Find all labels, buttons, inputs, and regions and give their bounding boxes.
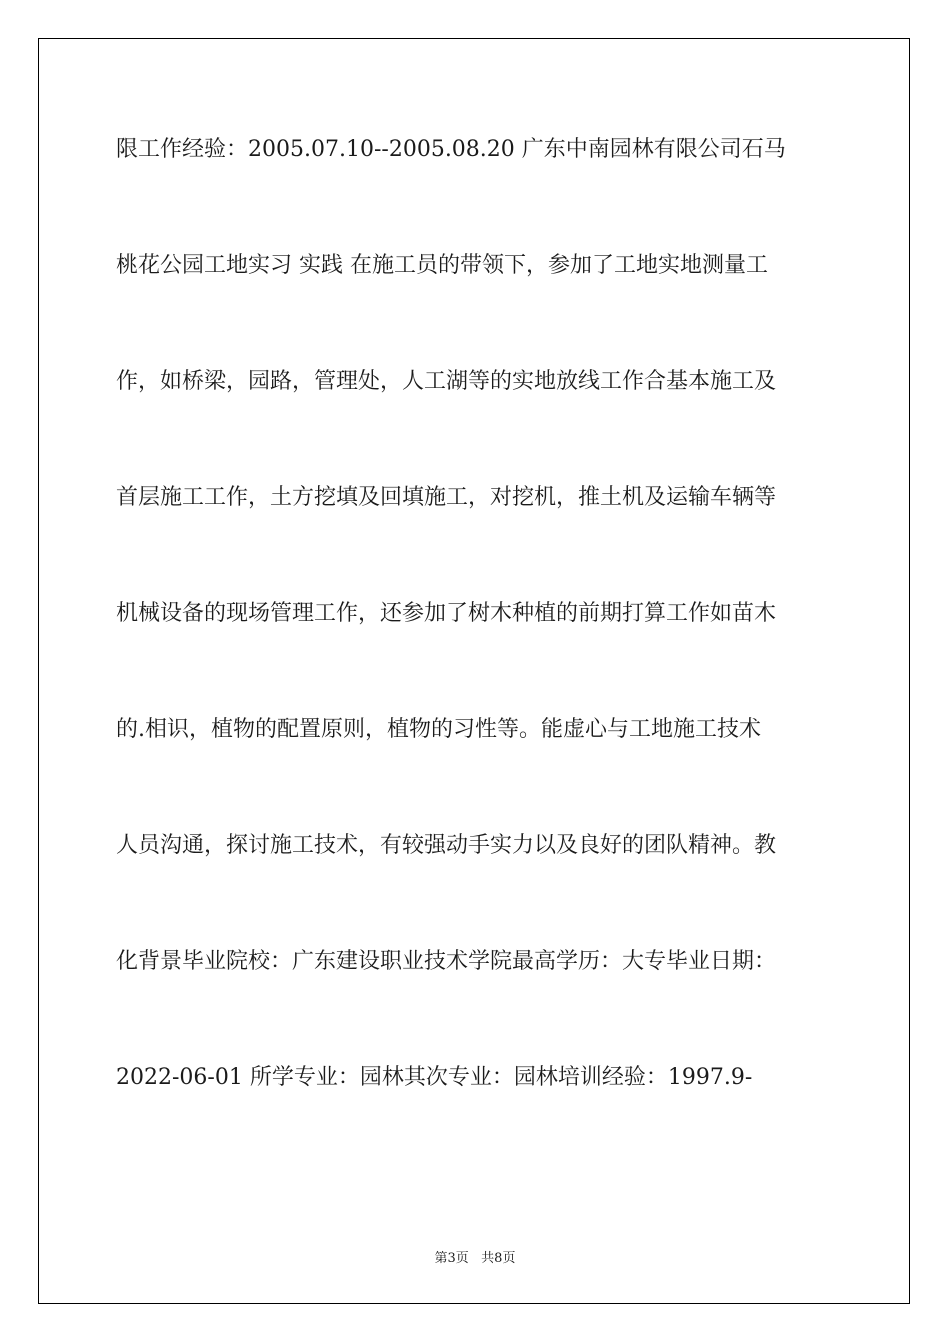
page-number-footer: 第3页 共8页	[434, 1251, 516, 1266]
text-line: 2022-06-01 所学专业：园林其次专业：园林培训经验：1997.9-	[116, 1065, 753, 1090]
text-line: 机械设备的现场管理工作，还参加了树木种植的前期打算工作如苗木	[116, 601, 777, 626]
text-line: 作，如桥梁，园路，管理处，人工湖等的实地放线工作合基本施工及	[116, 369, 777, 394]
text-line: 人员沟通，探讨施工技术，有较强动手实力以及良好的团队精神。教	[116, 833, 777, 858]
document-body	[116, 120, 832, 1164]
text-line: 化背景毕业院校：广东建设职业技术学院最高学历：大专毕业日期：	[116, 949, 777, 974]
text-line: 的.相识，植物的配置原则，植物的习性等。能虚心与工地施工技术	[116, 717, 761, 742]
text-line: 桃花公园工地实习 实践 在施工员的带领下，参加了工地实地测量工	[116, 253, 768, 278]
text-line: 首层施工工作，土方挖填及回填施工，对挖机，推土机及运输车辆等	[116, 485, 777, 510]
text-line: 限工作经验：2005.07.10--2005.08.20 广东中南园林有限公司石马	[116, 137, 786, 162]
